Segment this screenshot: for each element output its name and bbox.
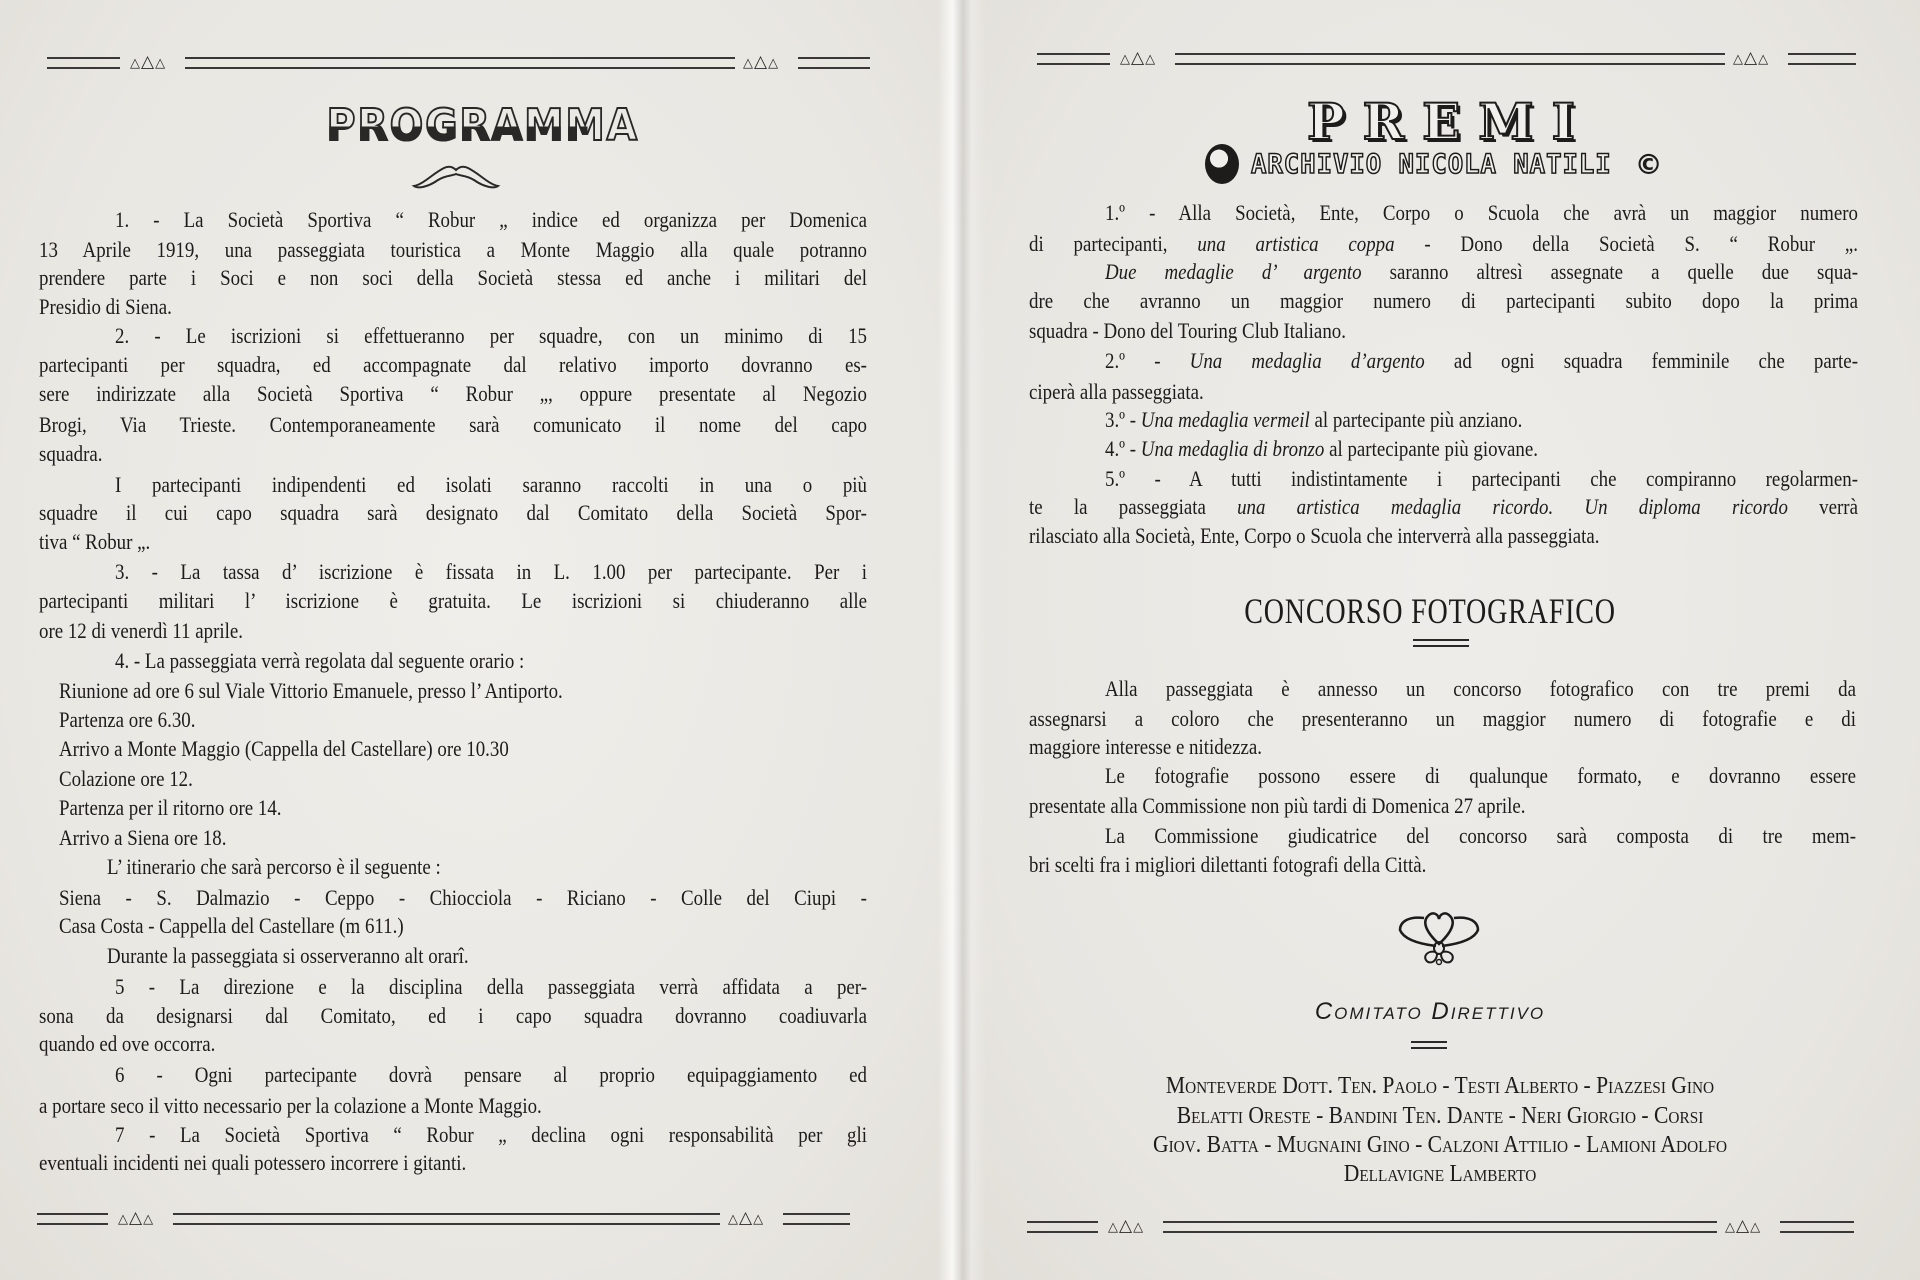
- programma-line: Arrivo a Monte Maggio (Cappella del Castellare) ore 10.30: [59, 736, 509, 761]
- prize-text: te la passeggiata: [1029, 494, 1238, 519]
- programma-line: 13 Aprile 1919, una passeggiata touristica a Monte Maggio alla quale potranno: [39, 237, 867, 262]
- programma-line: Arrivo a Siena ore 18.: [59, 825, 227, 850]
- programma-line: L’ itinerario che sarà percorso è il seguente :: [107, 854, 441, 879]
- programma-line: squadre il cui capo squadra sarà designato dal Comitato della Società Spor-: [39, 500, 867, 525]
- committee-members-line: Giov. Batta - Mugnaini Gino - Calzoni Attilio - Lamioni Adolfo: [1152, 1132, 1728, 1158]
- prize-text: di partecipanti,: [1029, 231, 1198, 256]
- prize-line: [1105, 258, 1858, 286]
- comitato-heading: Comitato Direttivo: [1314, 998, 1546, 1025]
- prize-line: [1029, 378, 1204, 406]
- programma-line: tiva “ Robur „.: [39, 529, 151, 554]
- prize-line: [1105, 465, 1858, 493]
- concorso-heading: CONCORSO FOTOGRAFICO: [1244, 591, 1616, 631]
- mustache-flourish-icon: [410, 162, 502, 190]
- prize-name: Una medaglia di bronzo: [1140, 436, 1325, 461]
- programma-line: Partenza ore 6.30.: [59, 707, 196, 732]
- programma-line: partecipanti per squadra, ed accompagnate dal relativo importo dovranno es-: [39, 352, 867, 377]
- rule-segment: [1027, 1221, 1098, 1233]
- concorso-line: presentate alla Commissione non più tardi di Domenica 27 aprile.: [1029, 793, 1526, 818]
- rule-segment: [1175, 53, 1725, 65]
- rule-segment: [1163, 1221, 1717, 1233]
- prize-text: 4.º -: [1105, 436, 1141, 461]
- concorso-line: bri scelti fra i migliori dilettanti fotografi della Città.: [1029, 852, 1427, 877]
- concorso-line: La Commissione giudicatrice del concorso sarà composta di tre mem-: [1105, 823, 1856, 848]
- prize-text: squadra - Dono del Touring Club Italiano.: [1029, 318, 1346, 343]
- committee-members-line: Belatti Oreste - Bandini Ten. Dante - Neri Giorgio - Corsi: [1176, 1103, 1704, 1129]
- triangle-ornament-icon: △△△: [728, 1208, 765, 1228]
- programma-line: sere indirizzate alla Società Sportiva “ Robur „, oppure presentate al Negozio: [39, 381, 867, 406]
- programma-line: 7 - La Società Sportiva “ Robur „ declina ogni responsabilità per gli: [115, 1122, 867, 1147]
- rule-segment: [1037, 53, 1110, 65]
- copyright-icon: ©: [1634, 147, 1663, 181]
- triangle-ornament-icon: △△△: [1108, 1216, 1145, 1236]
- programma-line: 6 - Ogni partecipante dovrà pensare al proprio equipaggiamento ed: [115, 1062, 867, 1087]
- triangle-ornament-icon: △△△: [743, 52, 780, 72]
- prize-line: [1029, 317, 1346, 345]
- programma-line: Colazione ore 12.: [59, 766, 193, 791]
- archive-watermark: [1205, 144, 1663, 184]
- prize-text: saranno altresì assegnate a quelle due squa-: [1361, 259, 1858, 284]
- programma-line: eventuali incidenti nei quali potessero incorrere i gitanti.: [39, 1150, 467, 1175]
- prize-line: [1105, 199, 1858, 227]
- committee-members-line: Monteverde Dott. Ten. Paolo - Testi Alberto - Piazzesi Gino: [1165, 1073, 1715, 1099]
- concorso-underline: [1413, 639, 1469, 647]
- concorso-line: Le fotografie possono essere di qualunque formato, e dovranno essere: [1105, 763, 1856, 788]
- prize-name: Una medaglia d’argento: [1189, 348, 1425, 373]
- committee-members-line: Dellavigne Lamberto: [1343, 1161, 1537, 1187]
- programma-line: partecipanti militari l’ iscrizione è gratuita. Le iscrizioni si chiuderanno alle: [39, 588, 867, 613]
- prize-line: [1029, 522, 1599, 550]
- triangle-ornament-icon: △△△: [130, 52, 167, 72]
- programma-line: I partecipanti indipendenti ed isolati saranno raccolti in una o più: [115, 472, 867, 497]
- prize-name: Una medaglia vermeil: [1140, 407, 1310, 432]
- prize-text: dre che avranno un maggior numero di partecipanti subito dopo la prima: [1029, 288, 1858, 313]
- prize-text: ad ogni squadra femminile che parte-: [1424, 348, 1858, 373]
- bottom-rule-right: [0, 1216, 1920, 1236]
- prize-text: 1.º - Alla Società, Ente, Corpo o Scuola che avrà un maggior numero: [1105, 200, 1858, 225]
- top-rule-right: [0, 48, 1920, 68]
- programma-line: squadra.: [39, 441, 103, 466]
- programma-line: ore 12 di venerdì 11 aprile.: [39, 618, 243, 643]
- prize-text: ciperà alla passeggiata.: [1029, 379, 1204, 404]
- programma-line: Casa Costa - Cappella del Castellare (m 611.): [59, 913, 404, 938]
- rule-segment: [1780, 1221, 1854, 1233]
- programma-line: Presidio di Siena.: [39, 294, 172, 319]
- concorso-line: assegnarsi a coloro che presenteranno un maggior numero di fotografie e di: [1029, 706, 1856, 731]
- programma-line: Partenza per il ritorno ore 14.: [59, 795, 282, 820]
- programma-line: 2. - Le iscrizioni si effettueranno per squadre, con un minimo di 15: [115, 323, 867, 348]
- prize-line: [1105, 406, 1522, 434]
- prize-line: [1105, 347, 1858, 375]
- programma-line: 1. - La Società Sportiva “ Robur „ indice ed organizza per Domenica: [115, 207, 867, 232]
- programma-line: Riunione ad ore 6 sul Viale Vittorio Emanuele, presso l’ Antiporto.: [59, 678, 563, 703]
- prize-text: - Dono della Società S. “ Robur „.: [1394, 231, 1858, 256]
- programma-line: prendere parte i Soci e non soci della Società stessa ed anche i militari del: [39, 265, 867, 290]
- prize-line: [1029, 493, 1858, 521]
- prize-name: una artistica coppa: [1197, 231, 1395, 256]
- programma-line: Brogi, Via Trieste. Contemporaneamente sarà comunicato il nome del capo: [39, 412, 867, 437]
- programma-line: Durante la passeggiata si osserveranno alt orarî.: [107, 943, 469, 968]
- programma-line: a portare seco il vitto necessario per la colazione a Monte Maggio.: [39, 1093, 542, 1118]
- prize-text: 3.º -: [1105, 407, 1141, 432]
- prize-line: [1029, 287, 1858, 315]
- programma-line: quando ed ove occorra.: [39, 1031, 216, 1056]
- heart-bow-ornament-icon: [1396, 908, 1482, 966]
- prize-name: una artistica medaglia ricordo. Un diploma ricordo: [1237, 494, 1788, 519]
- prize-text: 2.º -: [1105, 348, 1190, 373]
- triangle-ornament-icon: △△△: [1725, 1216, 1762, 1236]
- programma-line: sona da designarsi dal Comitato, ed i capo squadra dovranno coadiuvarla: [39, 1003, 867, 1028]
- watermark-text: ARCHIVIO NICOLA NATILI: [1251, 148, 1612, 180]
- prize-text: verrà: [1787, 494, 1858, 519]
- programma-line: 4. - La passeggiata verrà regolata dal seguente orario :: [115, 648, 525, 673]
- programma-line: 5 - La direzione e la disciplina della passeggiata verrà affidata a per-: [115, 974, 867, 999]
- prize-text: al partecipante più giovane.: [1324, 436, 1538, 461]
- rule-segment: [1788, 53, 1856, 65]
- archive-logo-icon: [1205, 144, 1239, 184]
- comitato-underline: [1411, 1041, 1447, 1049]
- triangle-ornament-icon: △△△: [1733, 48, 1770, 68]
- prize-text: rilasciato alla Società, Ente, Corpo o Scuola che interverrà alla passeggiata.: [1029, 523, 1600, 548]
- prize-line: [1029, 230, 1858, 258]
- programma-line: 3. - La tassa d’ iscrizione è fissata in L. 1.00 per partecipante. Per i: [115, 559, 867, 584]
- programma-title: PROGRAMMA: [326, 100, 639, 151]
- concorso-line: Alla passeggiata è annesso un concorso fotografico con tre premi da: [1105, 676, 1856, 701]
- programma-line: Siena - S. Dalmazio - Ceppo - Chiocciola - Riciano - Colle del Ciupi -: [59, 885, 867, 910]
- prize-name: Due medaglie d’ argento: [1105, 259, 1362, 284]
- premi-title: PREMI: [1307, 92, 1593, 151]
- concorso-line: maggiore interesse e nitidezza.: [1029, 734, 1262, 759]
- book-spine: [938, 0, 986, 1280]
- prize-line: [1105, 435, 1538, 463]
- triangle-ornament-icon: △△△: [118, 1208, 155, 1228]
- prize-text: al partecipante più anziano.: [1309, 407, 1523, 432]
- prize-text: 5.º - A tutti indistintamente i partecipanti che compiranno regolarmen-: [1105, 466, 1858, 491]
- triangle-ornament-icon: △△△: [1120, 48, 1157, 68]
